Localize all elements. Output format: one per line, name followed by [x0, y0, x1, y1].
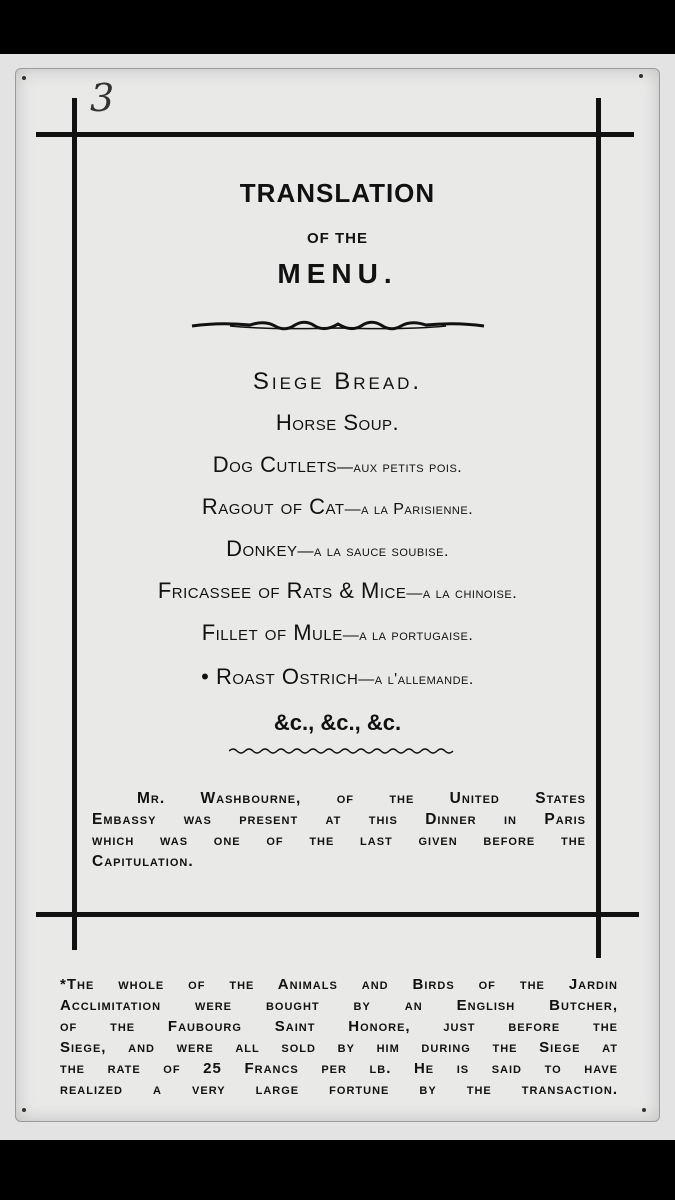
- dish-style: —aux petits pois.: [336, 459, 463, 476]
- bottom-rule: [36, 912, 639, 917]
- dish-line: [40, 664, 635, 690]
- footnote-line: Siege, and were all sold by him during the Siege at: [60, 1039, 618, 1056]
- footnote-line: the rate of 25 Francs per lb. He is said to have: [60, 1060, 618, 1077]
- footnote-line: *The whole of the Animals and Birds of the Jardin: [60, 976, 618, 993]
- dish-line: [40, 452, 635, 478]
- footnote-paragraph: [60, 974, 618, 1100]
- card-title: TRANSLATION: [239, 178, 436, 208]
- dish-main: Donkey: [226, 536, 298, 561]
- left-rule: [72, 98, 77, 950]
- dish-line: [40, 578, 635, 604]
- dish-main: • Roast Ostrich: [201, 664, 359, 689]
- footnote-line: Acclimitation were bought by an English Butcher,: [60, 997, 618, 1014]
- dish-style: —a la chinoise.: [406, 585, 518, 602]
- right-rule: [596, 98, 601, 958]
- note-line: Embassy was present at this Dinner in Paris: [92, 811, 586, 828]
- etcetera-line: &c., &c., &c.: [273, 710, 402, 735]
- dish-style: —a la Parisienne.: [344, 501, 474, 518]
- viewer-bottom-bar: [0, 1140, 675, 1200]
- dish-style: —a la sauce soubise.: [297, 543, 449, 560]
- corner-rivet: [22, 1108, 26, 1112]
- dish-main: Fillet of Mule: [201, 620, 343, 645]
- corner-rivet: [22, 76, 26, 80]
- top-rule: [36, 132, 634, 137]
- viewer-top-bar: [0, 0, 675, 54]
- footnote-line: realized a very large fortune by the transaction.: [60, 1081, 618, 1098]
- note-paragraph: [92, 788, 586, 872]
- dish-line: [40, 410, 635, 436]
- dish-main: Siege Bread.: [252, 368, 423, 395]
- footnote-line: of the Faubourg Saint Honore, just before the: [60, 1018, 618, 1035]
- dish-style: —a l'allemande.: [358, 671, 474, 688]
- dish-line: [40, 536, 635, 562]
- dish-main: Ragout of Cat: [201, 494, 345, 519]
- wavy-divider: [229, 746, 455, 756]
- dish-main: Dog Cutlets: [212, 452, 337, 477]
- ornament-flourish: [190, 316, 486, 336]
- dish-style: —a la portugaise.: [342, 627, 474, 644]
- dish-line: [40, 368, 635, 396]
- card-subtitle: OF THE: [307, 230, 368, 247]
- dish-line: [40, 494, 635, 520]
- corner-rivet: [642, 1108, 646, 1112]
- dish-main: Horse Soup.: [275, 410, 400, 435]
- note-line: Mr. Washbourne, of the United States: [137, 790, 586, 807]
- dish-main: Fricassee of Rats & Mice: [157, 578, 407, 603]
- corner-rivet: [639, 74, 643, 78]
- dish-line: [40, 620, 635, 646]
- note-line: which was one of the last given before the: [92, 832, 586, 849]
- card-menu-heading: MENU.: [277, 258, 398, 289]
- note-line: Capitulation.: [92, 853, 194, 870]
- page-number: 3: [90, 76, 115, 120]
